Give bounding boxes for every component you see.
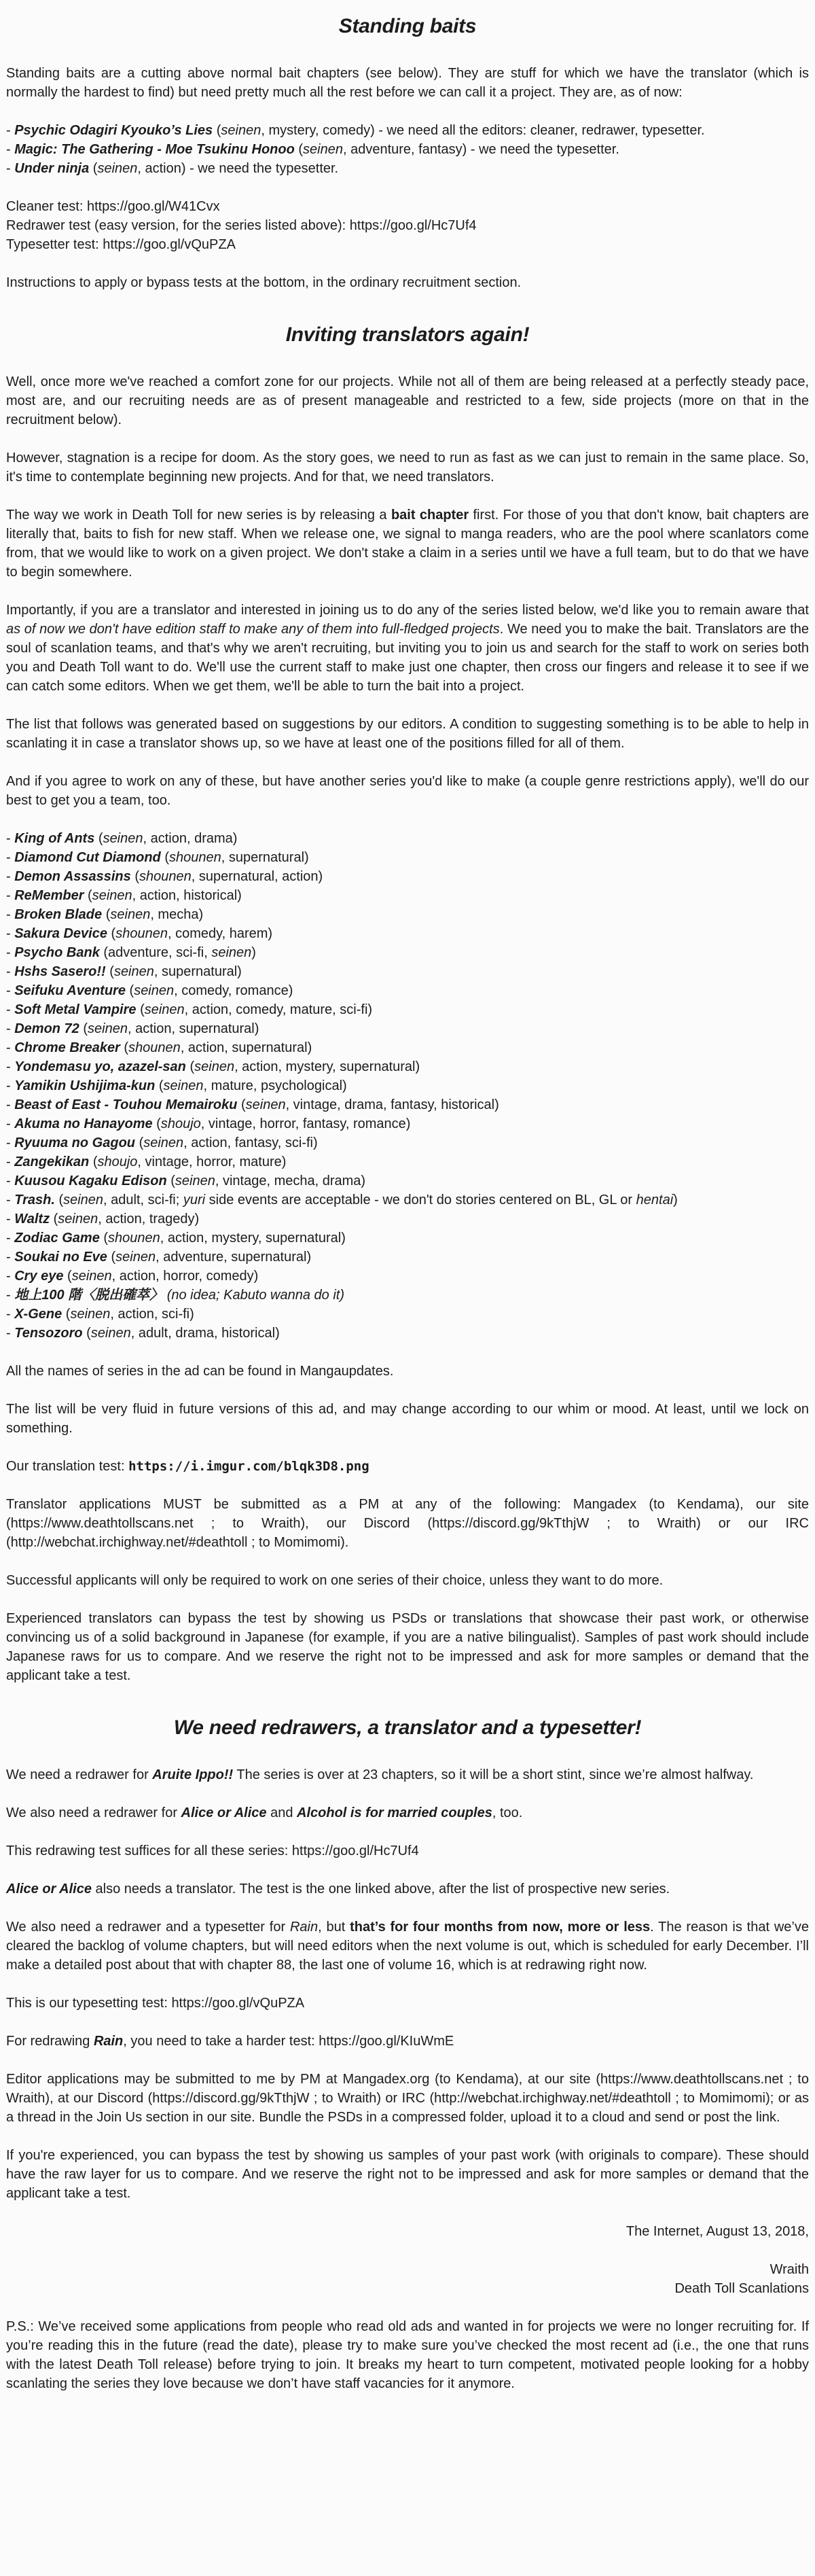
text-segment: Sakura Device xyxy=(14,926,107,941)
text-segment: (no idea; Kabuto wanna do it) xyxy=(166,1288,345,1303)
text-segment: - xyxy=(6,888,15,903)
rain-paragraph xyxy=(6,1918,809,1975)
text-segment: , action, horror, comedy) xyxy=(111,1269,259,1284)
text-segment: - xyxy=(6,1231,15,1246)
text-segment: ( xyxy=(125,983,134,998)
text-segment: - xyxy=(6,1154,15,1169)
series-list-item xyxy=(6,1210,809,1229)
text-segment: - xyxy=(6,1040,15,1055)
text-segment: , mystery, comedy) - we need all the editors: cleaner, redrawer, typesetter. xyxy=(261,123,705,138)
text-segment: seinen xyxy=(194,1059,235,1074)
text-segment: ( xyxy=(152,1116,161,1131)
text-segment: The list will be very fluid in future versions of this ad, and may change according to our whim or mood. At least, until we lock on something. xyxy=(6,1402,809,1436)
text-segment: Tensozoro xyxy=(14,1326,83,1341)
text-segment: Yondemasu yo, azazel-san xyxy=(14,1059,186,1074)
successful-applicants-note xyxy=(6,1571,809,1590)
text-segment: This is our typesetting test: https://goo.gl/vQuPZA xyxy=(6,1996,305,2011)
text-segment: ( xyxy=(54,1193,64,1207)
text-segment: - xyxy=(6,850,15,865)
text-segment: ) xyxy=(673,1193,678,1207)
text-segment: seinen xyxy=(63,1193,104,1207)
text-segment: Alice or Alice xyxy=(181,1805,267,1820)
text-segment: Successful applicants will only be required to work on one series of their choice, unless they want to do more. xyxy=(6,1573,664,1588)
text-segment: - xyxy=(6,1326,15,1341)
text-segment: Standing baits are a cutting above normal bait chapters (see below). They are stuff for which we have the translator (which is normally the hardest to find) but need pretty much all the rest before we can call it a project. They are, as of now: xyxy=(6,66,809,100)
text-segment: Magic: The Gathering - Moe Tsukinu Honoo xyxy=(14,142,295,157)
text-segment: If you're experienced, you can bypass the test by showing us samples of your past work (with originals to compare). These should have the raw layer for us to compare. And we reserve the right not to be impressed and ask for more samples or demand that the applicant take a test. xyxy=(6,2148,809,2201)
text-segment: We also need a redrawer for xyxy=(6,1805,181,1820)
text-segment: , adventure, fantasy) - we need the typesetter. xyxy=(342,142,619,157)
text-segment: - xyxy=(6,831,15,846)
signature-line xyxy=(6,2279,809,2298)
series-list-item xyxy=(6,1229,809,1248)
text-segment: ( xyxy=(130,869,139,884)
text-segment: seinen xyxy=(221,123,261,138)
text-segment: , action, drama) xyxy=(143,831,238,846)
text-segment: , action, tragedy) xyxy=(98,1212,200,1227)
text-segment: , comedy, harem) xyxy=(167,926,273,941)
text-segment: ( xyxy=(105,964,114,979)
test-link-line xyxy=(6,235,809,254)
text-segment: The list that follows was generated based on suggestions by our editors. A condition to suggesting something is to be able to help in scanlating it in case a translator shows up, so we have at least one of the positions filled for all of them. xyxy=(6,717,809,751)
text-segment: Diamond Cut Diamond xyxy=(14,850,161,865)
text-segment: seinen xyxy=(303,142,343,157)
aruite-ippo-paragraph xyxy=(6,1765,809,1784)
text-segment: (adventure, sci-fi, xyxy=(99,945,212,960)
text-segment: , adult, sci-fi; xyxy=(103,1193,183,1207)
text-segment: - xyxy=(6,983,15,998)
text-segment: as of now we don't have edition staff to make any of them into full-fledged projects xyxy=(6,622,500,637)
redrawing-test-line xyxy=(6,1841,809,1860)
text-segment: X-Gene xyxy=(14,1307,62,1322)
editor-applications-paragraph xyxy=(6,2070,809,2127)
text-segment: ( xyxy=(107,1250,116,1265)
text-segment: seinen xyxy=(245,1097,286,1112)
signature-names xyxy=(6,2260,809,2298)
text-segment: , action, mystery, supernatural) xyxy=(160,1231,346,1246)
series-list-item xyxy=(6,1057,809,1076)
text-segment: All the names of series in the ad can be found in Mangaupdates. xyxy=(6,1364,394,1379)
text-segment: Well, once more we've reached a comfort zone for our projects. While not all of them are being released at a perfectly steady pace, most are, and our recruiting needs are as of present manageable and restricted to a few, side projects (more on that in the recruitment below). xyxy=(6,374,809,427)
text-segment: King of Ants xyxy=(14,831,95,846)
series-list-item xyxy=(6,1267,809,1286)
text-segment: Zangekikan xyxy=(14,1154,90,1169)
text-segment: , supernatural) xyxy=(221,850,309,865)
series-list-item xyxy=(6,1019,809,1038)
text-segment: ) xyxy=(251,945,256,960)
text-segment: seinen xyxy=(134,983,175,998)
text-segment: , vintage, drama, fantasy, historical) xyxy=(285,1097,499,1112)
text-segment: , action, fantasy, sci-fi) xyxy=(183,1135,318,1150)
series-list-item xyxy=(6,829,809,848)
text-segment: - xyxy=(6,1307,15,1322)
text-segment: ( xyxy=(107,926,116,941)
text-segment: ( xyxy=(89,161,98,176)
text-segment: Zodiac Game xyxy=(14,1231,100,1246)
text-segment: ( xyxy=(237,1097,246,1112)
text-segment: - xyxy=(6,1059,15,1074)
series-list-item xyxy=(6,1171,809,1190)
text-segment: Yamikin Ushijima-kun xyxy=(14,1078,156,1093)
text-segment: ( xyxy=(82,1326,91,1341)
series-list-item xyxy=(6,1000,809,1019)
text-segment: ( xyxy=(84,888,92,903)
text-segment: This redrawing test suffices for all these series: https://goo.gl/Hc7Uf4 xyxy=(6,1843,419,1858)
text-segment: , vintage, mecha, drama) xyxy=(215,1174,366,1188)
text-segment: Ryuuma no Gagou xyxy=(14,1135,136,1150)
text-segment: - xyxy=(6,964,15,979)
series-list-item xyxy=(6,1114,809,1133)
text-segment: Soukai no Eve xyxy=(14,1250,107,1265)
text-segment: hentai xyxy=(636,1193,674,1207)
series-list-item xyxy=(6,1305,809,1324)
text-segment: - xyxy=(6,1135,15,1150)
text-segment: - xyxy=(6,161,15,176)
text-segment: ( xyxy=(62,1307,71,1322)
series-list-item xyxy=(6,1038,809,1057)
text-segment: ( xyxy=(102,907,111,922)
translation-test-line xyxy=(6,1457,809,1476)
text-segment: seinen xyxy=(110,907,151,922)
alice-translator-line xyxy=(6,1880,809,1899)
text-segment: Beast of East - Touhou Memairoku xyxy=(14,1097,238,1112)
text-segment: - xyxy=(6,1269,15,1284)
another-series-paragraph xyxy=(6,772,809,810)
text-segment: seinen xyxy=(143,1135,184,1150)
series-suggestions-list xyxy=(6,829,809,1343)
text-segment: ( xyxy=(136,1002,145,1017)
experienced-bypass-paragraph xyxy=(6,2146,809,2203)
test-links xyxy=(6,197,809,254)
heading-inviting-translators: Inviting translators again! xyxy=(285,323,530,346)
signature-date xyxy=(6,2222,809,2241)
text-segment: shounen xyxy=(168,850,221,865)
text-segment: Cry eye xyxy=(14,1269,64,1284)
text-segment: For redrawing xyxy=(6,2034,94,2049)
text-segment: ( xyxy=(50,1212,58,1227)
standing-baits-list xyxy=(6,121,809,178)
text-segment: Wraith xyxy=(769,2262,809,2277)
text-segment: yuri xyxy=(183,1193,206,1207)
text-segment: ( xyxy=(160,850,169,865)
text-segment: ( xyxy=(79,1021,88,1036)
text-segment: first. For those of you that don't know, bait chapters are literally that, baits to fish for new staff. When we release one, we signal to manga readers, who are the pool where scanlators come from, that we would like to work on a given project. We don't stake a claim in a series until we have a full team, but to do that we have to begin somewhere. xyxy=(6,508,810,580)
importantly-paragraph xyxy=(6,601,809,696)
text-segment: - xyxy=(6,142,15,157)
text-segment: Rain xyxy=(289,1920,319,1935)
standing-bait-item xyxy=(6,159,809,178)
text-segment: that’s for four months from now, more or less xyxy=(350,1920,651,1935)
text-segment: and xyxy=(266,1805,297,1820)
text-segment: We need a redrawer for xyxy=(6,1767,153,1782)
text-segment: - xyxy=(6,1021,15,1036)
text-segment: - xyxy=(6,926,15,941)
text-segment: - xyxy=(6,945,15,960)
text-segment: seinen xyxy=(71,1269,112,1284)
text-segment: seinen xyxy=(58,1212,98,1227)
text-segment: Broken Blade xyxy=(14,907,103,922)
text-segment: seinen xyxy=(103,831,143,846)
text-segment: . We need you to make the bait. Translators are the soul of scanlation teams, and that's why we aren't recruiting, but inviting you to join us and search for the staff to work on series both you and Death Toll want to do. We'll use the current staff to make just one chapter, then cross our fingers and release it to see if we can catch some editors. When we get them, we'll be able to turn the bait into a project. xyxy=(6,622,810,694)
typesetting-test-line xyxy=(6,1994,809,2013)
text-segment: , comedy, romance) xyxy=(174,983,293,998)
text-segment: ( xyxy=(213,123,221,138)
text-segment: Kuusou Kagaku Edison xyxy=(14,1174,167,1188)
text-segment: Trash. xyxy=(14,1193,55,1207)
text-segment: ( xyxy=(185,1059,195,1074)
text-segment: , action, sci-fi) xyxy=(110,1307,194,1322)
text-segment: Importantly, if you are a translator and interested in joining us to do any of the series listed below, we'd like you to remain aware that xyxy=(6,603,809,618)
test-link-line xyxy=(6,197,809,216)
text-segment: ( xyxy=(155,1078,164,1093)
text-segment: - xyxy=(6,907,15,922)
text-segment: side events are acceptable - we don't do stories centered on BL, GL or xyxy=(205,1193,636,1207)
text-segment: seinen xyxy=(92,888,132,903)
text-segment: Our translation test: xyxy=(6,1459,129,1474)
text-segment: Chrome Breaker xyxy=(14,1040,120,1055)
text-segment: , action, comedy, mature, sci-fi) xyxy=(184,1002,373,1017)
text-segment: ( xyxy=(94,831,103,846)
text-segment: Alice or Alice xyxy=(6,1882,92,1896)
series-list-item xyxy=(6,1076,809,1095)
text-segment: also needs a translator. The test is the one linked above, after the list of prospective new series. xyxy=(91,1882,670,1896)
text-segment: And if you agree to work on any of these, but have another series you'd like to make (a couple genre restrictions apply), we'll do our best to get you a team, too. xyxy=(6,774,809,808)
text-segment: shounen xyxy=(139,869,192,884)
text-segment: , action, supernatural) xyxy=(127,1021,259,1036)
text-segment: , supernatural) xyxy=(153,964,242,979)
fluid-list-note xyxy=(6,1400,809,1438)
text-segment: ReMember xyxy=(14,888,84,903)
text-segment: seinen xyxy=(113,964,154,979)
text-segment: - xyxy=(6,1097,15,1112)
series-list-item xyxy=(6,1324,809,1343)
text-segment: , vintage, horror, fantasy, romance) xyxy=(200,1116,411,1131)
experienced-translators-paragraph xyxy=(6,1609,809,1685)
text-segment: Hshs Sasero!! xyxy=(14,964,106,979)
signature-line xyxy=(6,2260,809,2279)
standing-bait-item xyxy=(6,121,809,140)
text-segment: , action, supernatural) xyxy=(180,1040,312,1055)
postscript-paragraph xyxy=(6,2317,809,2393)
text-segment: However, stagnation is a recipe for doom. As the story goes, we need to run as fast as we can just to remain in the same place. So, it's time to contemplate beginning new projects. And for that, we need translators. xyxy=(6,451,809,484)
text-segment: Waltz xyxy=(14,1212,50,1227)
text-segment: seinen xyxy=(163,1078,204,1093)
text-segment: seinen xyxy=(144,1002,185,1017)
text-segment: , vintage, horror, mature) xyxy=(137,1154,287,1169)
text-segment: , you need to take a harder test: https://goo.gl/KIuWmE xyxy=(123,2034,454,2049)
series-list-item xyxy=(6,905,809,924)
text-segment: seinen xyxy=(175,1174,215,1188)
text-segment: Death Toll Scanlations xyxy=(674,2281,809,2296)
series-list-item xyxy=(6,848,809,867)
text-segment: , but xyxy=(318,1920,350,1935)
text-segment: Instructions to apply or bypass tests at the bottom, in the ordinary recruitment section. xyxy=(6,275,522,290)
text-segment: ( xyxy=(294,142,304,157)
text-segment: seinen xyxy=(90,1326,131,1341)
text-segment: seinen xyxy=(70,1307,111,1322)
text-segment: Seifuku Aventure xyxy=(14,983,126,998)
series-list-item xyxy=(6,1095,809,1114)
series-list-item xyxy=(6,943,809,962)
text-segment: The series is over at 23 chapters, so it will be a short stint, since we’re almost halfway. xyxy=(233,1767,754,1782)
translator-applications-paragraph xyxy=(6,1495,809,1552)
text-segment: shoujo xyxy=(160,1116,201,1131)
text-segment: Experienced translators can bypass the test by showing us PSDs or translations that showcase their past work, or otherwise convincing us of a solid background in Japanese (for example, if you are a native bilingualist). Samples of past work should include Japanese raws for us to compare. And we reserve the right not to be impressed and ask for more samples or demand that the applicant take a test. xyxy=(6,1611,809,1683)
text-segment: Psychic Odagiri Kyouko’s Lies xyxy=(14,123,213,138)
text-segment: Demon 72 xyxy=(14,1021,79,1036)
text-segment: The Internet, August 13, 2018, xyxy=(626,2224,809,2239)
text-segment: Alcohol is for married couples xyxy=(297,1805,492,1820)
text-segment: - xyxy=(6,1288,15,1303)
text-segment: seinen xyxy=(211,945,252,960)
text-segment: - xyxy=(6,869,15,884)
heading-we-need-redrawers: We need redrawers, a translator and a typesetter! xyxy=(173,1716,642,1739)
text-segment: Editor applications may be submitted to me by PM at Mangadex.org (to Kendama), at our site (https://www.deathtollscans.net ; to Wraith), at our Discord (https://discord.gg/9kTthjW ; to Wraith) or IRC (http://webchat.irchighway.net/#deathtoll ; to Momimomi); or as a thread in the Join Us section in our site. Bundle the PSDs in a compressed folder, upload it to a cloud and send or post the link. xyxy=(6,2072,809,2125)
bait-chapter-paragraph xyxy=(6,506,809,582)
text-segment: - xyxy=(6,1078,15,1093)
text-segment: ( xyxy=(99,1231,109,1246)
text-segment: seinen xyxy=(115,1250,156,1265)
text-segment: seinen xyxy=(97,161,138,176)
text-segment: ( xyxy=(120,1040,129,1055)
alice-alcohol-paragraph xyxy=(6,1803,809,1822)
text-segment: 地上100 階〈脱出確萃〉 xyxy=(14,1288,164,1303)
text-segment: , action, historical) xyxy=(132,888,242,903)
series-list-item xyxy=(6,1133,809,1152)
text-segment: bait chapter xyxy=(391,508,469,523)
series-list-item xyxy=(6,886,809,905)
text-segment: ( xyxy=(63,1269,72,1284)
text-segment: shounen xyxy=(108,1231,160,1246)
translation-test-url: https://i.imgur.com/blqk3D8.png xyxy=(128,1459,369,1474)
series-list-item xyxy=(6,1248,809,1267)
series-list-item xyxy=(6,981,809,1000)
heading-standing-baits: Standing baits xyxy=(338,15,477,37)
mangaupdates-note xyxy=(6,1362,809,1381)
text-segment: - xyxy=(6,1002,15,1017)
text-segment: Demon Assassins xyxy=(14,869,131,884)
text-segment: , adventure, supernatural) xyxy=(156,1250,312,1265)
text-segment: - xyxy=(6,123,15,138)
text-segment: - xyxy=(6,1174,15,1188)
text-segment: P.S.: We’ve received some applications from people who read old ads and wanted in for projects we were no longer recruiting for. If you’re reading this in the future (read the date), please try to make sure you’ve checked the most recent ad (i.e., the one that runs with the latest Death Toll release) before trying to join. It breaks my heart to turn competent, motivated people looking for a hobby scanlating the series they love because we don’t have staff vacancies for it anymore. xyxy=(6,2319,809,2391)
text-segment: , supernatural, action) xyxy=(191,869,323,884)
text-segment: - xyxy=(6,1212,15,1227)
comfort-zone-paragraph xyxy=(6,372,809,429)
text-segment: shounen xyxy=(115,926,168,941)
series-list-item xyxy=(6,1152,809,1171)
text-segment: The way we work in Death Toll for new series is by releasing a xyxy=(6,508,391,523)
text-segment: Rain xyxy=(93,2034,124,2049)
stagnation-paragraph xyxy=(6,448,809,487)
standing-bait-item xyxy=(6,140,809,159)
text-segment: Akuma no Hanayome xyxy=(14,1116,153,1131)
text-segment: ( xyxy=(135,1135,144,1150)
text-segment: shounen xyxy=(128,1040,181,1055)
text-segment: Under ninja xyxy=(14,161,90,176)
text-segment: Typesetter test: https://goo.gl/vQuPZA xyxy=(6,237,236,252)
text-segment: Soft Metal Vampire xyxy=(14,1002,137,1017)
text-segment: We also need a redrawer and a typesetter for xyxy=(6,1920,290,1935)
series-list-item xyxy=(6,924,809,943)
text-segment: Psycho Bank xyxy=(14,945,100,960)
text-segment: ( xyxy=(166,1174,175,1188)
text-segment: , mature, psychological) xyxy=(203,1078,347,1093)
text-segment: Translator applications MUST be submitted as a PM at any of the following: Mangadex (to Kendama), our site (https://www.deathtollscans.net ; to Wraith), our Discord (https://discord.gg/9kTthjW ; to Wraith) or our IRC (http://webchat.irchighway.net/#deathtoll ; to Momimomi). xyxy=(6,1497,809,1550)
text-segment: . The reason is that we’ve cleared the backlog of volume chapters, but will need editors when the next volume is out, which is scheduled for early December. I’ll make a detailed post about that with chapter 88, the last one of volume 16, which is at redrawing right now. xyxy=(6,1920,809,1973)
instructions-note xyxy=(6,273,809,292)
series-list-item xyxy=(6,1286,809,1305)
text-segment: shoujo xyxy=(97,1154,138,1169)
list-origin-paragraph xyxy=(6,715,809,753)
series-list-item xyxy=(6,962,809,981)
text-segment: - xyxy=(6,1250,15,1265)
text-segment: , action, mystery, supernatural) xyxy=(234,1059,420,1074)
text-segment: Cleaner test: https://goo.gl/W41Cvx xyxy=(6,199,220,214)
text-segment: seinen xyxy=(88,1021,128,1036)
standing-baits-intro xyxy=(6,64,809,102)
text-segment: , too. xyxy=(492,1805,523,1820)
rain-harder-test-line xyxy=(6,2032,809,2051)
series-list-item xyxy=(6,1190,809,1210)
text-segment: Redrawer test (easy version, for the series listed above): https://goo.gl/Hc7Uf4 xyxy=(6,218,477,233)
text-segment: Aruite Ippo!! xyxy=(152,1767,234,1782)
test-link-line xyxy=(6,216,809,235)
text-segment: , adult, drama, historical) xyxy=(130,1326,280,1341)
text-segment: - xyxy=(6,1116,15,1131)
text-segment: , mecha) xyxy=(150,907,204,922)
text-segment: ( xyxy=(89,1154,98,1169)
series-list-item xyxy=(6,867,809,886)
text-segment: , action) - we need the typesetter. xyxy=(137,161,339,176)
text-segment: - xyxy=(6,1193,15,1207)
